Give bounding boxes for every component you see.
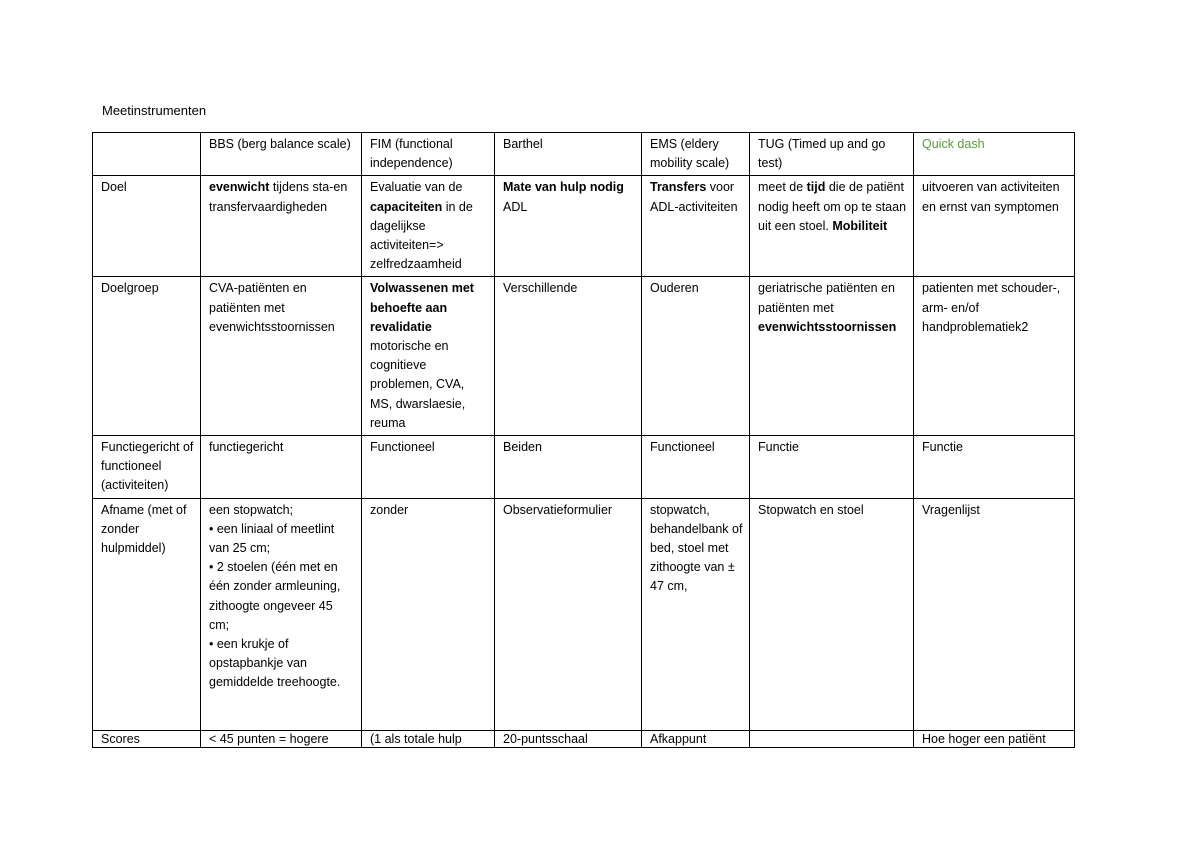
cell-text-segment: in de dagelijkse activiteiten=> zelfredzaamheid [370, 199, 473, 272]
bold-text: tijd [806, 180, 829, 195]
table-cell [642, 498, 750, 730]
bold-text: Transfers [650, 180, 710, 195]
table-cell [642, 176, 750, 277]
table-row [93, 436, 1075, 499]
cell-text-segment: Hoe hoger een patiënt [922, 731, 1046, 746]
cell-text [650, 503, 742, 594]
table-cell [750, 498, 914, 730]
header-cell-ems: EMS (eldery mobility scale) [642, 133, 750, 176]
cell-text [209, 732, 329, 746]
cell-text [370, 281, 474, 429]
table-cell [201, 730, 362, 747]
table-cell [914, 436, 1075, 499]
table-row [93, 730, 1075, 747]
cell-text [503, 732, 588, 746]
cell-text [209, 281, 335, 333]
header-cell-bbs: BBS (berg balance scale) [201, 133, 362, 176]
cell-text-segment: Functie [758, 440, 799, 455]
table-cell [914, 176, 1075, 277]
row-label: Doel [93, 176, 201, 277]
measurement-table [92, 132, 1075, 748]
bold-text: Mate van hulp nodig [503, 180, 624, 195]
header-cell-tug: TUG (Timed up and go test) [750, 133, 914, 176]
row-label: Scores [93, 730, 201, 747]
cell-text [758, 440, 799, 454]
cell-text-segment: meet de [758, 180, 807, 195]
cell-text [758, 503, 864, 517]
table-cell [750, 176, 914, 277]
cell-text [503, 180, 624, 213]
bold-text: evenwicht [209, 180, 273, 195]
table-cell [201, 277, 362, 436]
cell-text-segment: Afkappunt [650, 731, 707, 746]
cell-text [370, 503, 408, 517]
bold-text: capaciteiten [370, 199, 446, 214]
cell-text [370, 732, 462, 746]
cell-text-segment: < 45 punten = hogere [209, 731, 329, 746]
cell-text [922, 281, 1060, 333]
table-cell [495, 436, 642, 499]
cell-text [922, 503, 980, 517]
cell-text [209, 180, 347, 213]
cell-text-segment: een stopwatch; • een liniaal of meetlint van 25 cm; • 2 stoelen (één met en één zonder armleuning, zithoogte ongeveer 45 cm; • een krukje of opstapbankje van gemiddelde treehoogte. [209, 502, 341, 690]
cell-text [650, 180, 738, 213]
cell-text-segment: tijdens sta-en transfervaardigheden [209, 180, 348, 214]
cell-text [650, 440, 715, 454]
table-row [93, 176, 1075, 277]
row-label: Functiegericht of functioneel (activiteiten) [93, 436, 201, 499]
cell-text-segment: Functioneel [650, 440, 715, 455]
table-cell [495, 498, 642, 730]
cell-text-segment: Beiden [503, 440, 542, 455]
cell-text [922, 180, 1060, 213]
cell-text [503, 281, 577, 295]
cell-text [758, 281, 896, 333]
cell-text [209, 440, 283, 454]
cell-text-segment: Vragenlijst [922, 502, 980, 517]
cell-text [922, 440, 963, 454]
row-label: Doelgroep [93, 277, 201, 436]
table-cell [201, 176, 362, 277]
cell-text-segment: geriatrische patiënten en patiënten met [758, 281, 895, 315]
header-cell-barthel: Barthel [495, 133, 642, 176]
table-cell [495, 176, 642, 277]
cell-text-segment: 20-puntsschaal [503, 731, 588, 746]
cell-text [503, 503, 612, 517]
cell-text-segment: Stopwatch en stoel [758, 502, 864, 517]
cell-text-segment: zonder [370, 502, 409, 517]
cell-text-segment: Observatieformulier [503, 502, 613, 517]
cell-text [370, 180, 473, 271]
cell-text-segment: functiegericht [209, 440, 284, 455]
cell-text-segment: patienten met schouder-, arm- en/of handproblematiek2 [922, 281, 1061, 334]
cell-text-segment: CVA-patiënten en patiënten met evenwichtsstoornissen [209, 281, 335, 334]
cell-text-segment: ADL [503, 199, 528, 214]
cell-text [650, 732, 706, 746]
cell-text-segment: motorische en cognitieve problemen, CVA, MS, dwarslaesie, reuma [370, 339, 466, 430]
bold-text: evenwichtsstoornissen [758, 319, 897, 334]
table-cell [362, 498, 495, 730]
table-cell [914, 498, 1075, 730]
header-cell-fim: FIM (functional independence) [362, 133, 495, 176]
table-cell [362, 277, 495, 436]
cell-text [209, 503, 340, 690]
bold-text: Mobiliteit [832, 218, 888, 233]
table-row [93, 498, 1075, 730]
cell-text-segment: uitvoeren van activiteiten en ernst van symptomen [922, 180, 1060, 214]
header-cell [93, 133, 201, 176]
cell-text [922, 732, 1046, 746]
table-cell [642, 436, 750, 499]
header-row [93, 133, 1075, 176]
cell-text-segment: Evaluatie van de [370, 180, 463, 195]
cell-text-segment: (1 als totale hulp [370, 731, 462, 746]
bold-text: Volwassenen met behoefte aan revalidatie [370, 281, 474, 334]
table-cell [642, 277, 750, 436]
cell-text-segment: Verschillende [503, 281, 578, 296]
table-cell [362, 730, 495, 747]
cell-text [370, 440, 435, 454]
cell-text [503, 440, 542, 454]
table-cell [750, 730, 914, 747]
table-cell [495, 277, 642, 436]
cell-text [758, 180, 906, 232]
cell-text-segment: Ouderen [650, 281, 699, 296]
cell-text-segment: Functie [922, 440, 963, 455]
cell-text-segment: voor ADL-activiteiten [650, 180, 738, 214]
table-cell [201, 498, 362, 730]
cell-text-segment: Functioneel [370, 440, 435, 455]
table-cell [362, 176, 495, 277]
table-row [93, 277, 1075, 436]
row-label: Afname (met of zonder hulpmiddel) [93, 498, 201, 730]
table-cell [642, 730, 750, 747]
cell-text-segment: stopwatch, behandelbank of bed, stoel met zithoogte van ± 47 cm, [650, 502, 743, 594]
table-cell [750, 277, 914, 436]
table-cell [914, 730, 1075, 747]
cell-text [650, 281, 699, 295]
table-cell [750, 436, 914, 499]
table-cell [201, 436, 362, 499]
table-cell [495, 730, 642, 747]
header-cell-quick-dash: Quick dash [914, 133, 1075, 176]
table-cell [362, 436, 495, 499]
table-cell [914, 277, 1075, 436]
cell-text-segment: die de patiënt nodig heeft om op te staan uit een stoel. [758, 180, 907, 233]
page-title: Meetinstrumenten [102, 103, 207, 118]
